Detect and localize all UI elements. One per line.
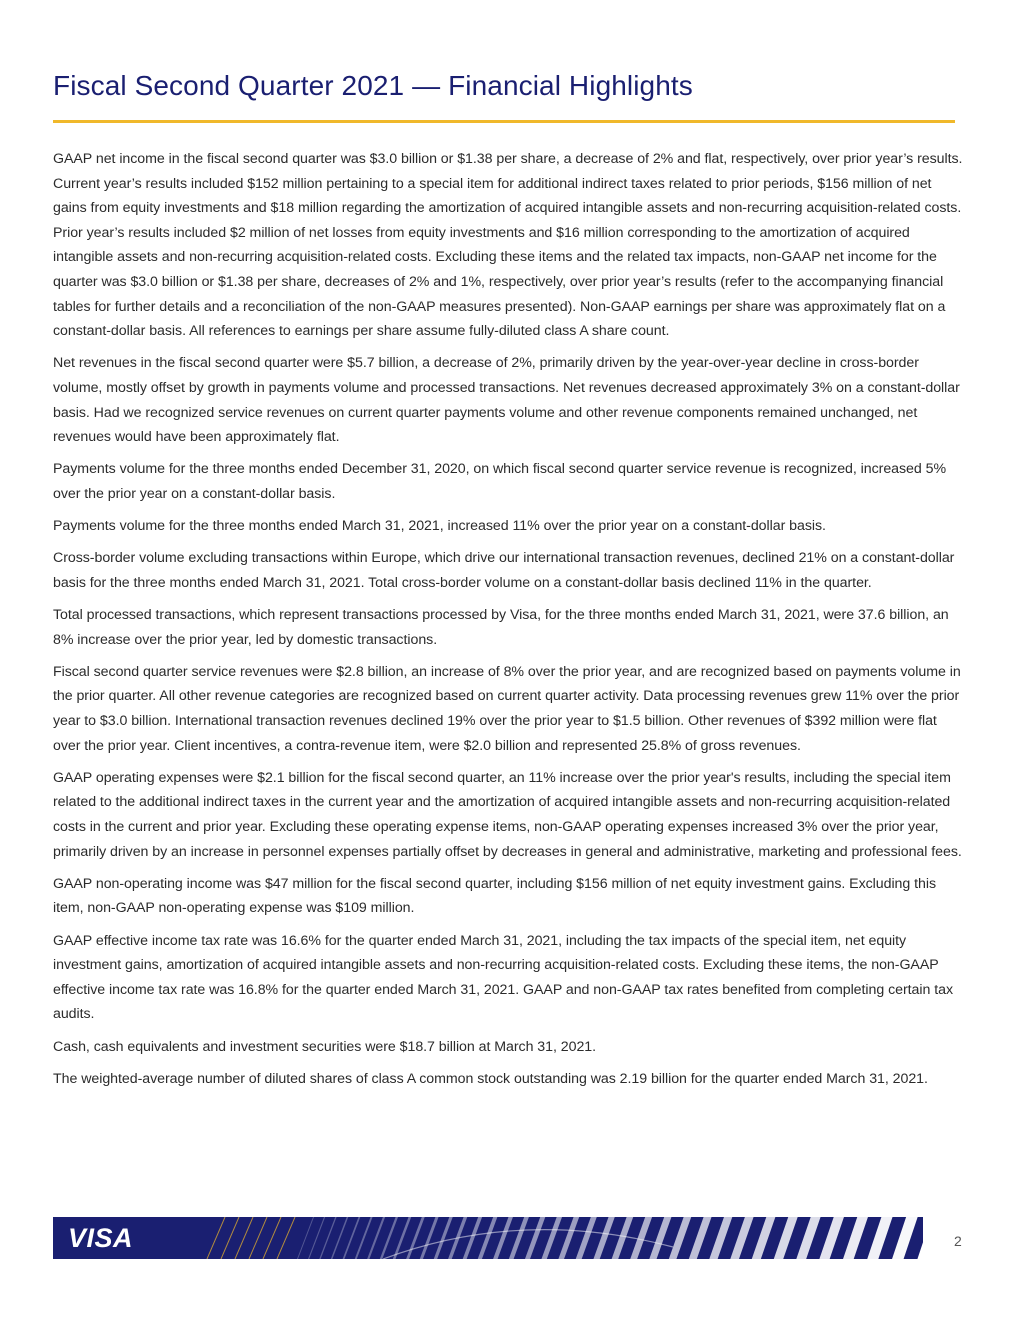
body-text [53,147,963,1099]
paragraph-service-revenues: Fiscal second quarter service revenues were $2.8 billion, an increase of 8% over the prior year, and are recognized based on payments volume in the prior quarter. All other revenue categories are recognized based on current quarter activity. Data processing revenues grew 11% over the prior year to $3.0 billion. International transaction revenues declined 19% over the prior year to $1.5 billion. Other revenues of $392 million were flat over the prior year. Client incentives, a contra-revenue item, were $2.0 billion and represented 25.8% of gross revenues. [53,663,961,754]
paragraph-payments-volume-dec: Payments volume for the three months ended December 31, 2020, on which fiscal second quarter service revenue is recognized, increased 5% over the prior year on a constant-dollar basis. [53,461,947,502]
paragraph-cash: Cash, cash equivalents and investment securities were $18.7 billion at March 31, 2021. [53,1038,597,1055]
page-title: Fiscal Second Quarter 2021 — Financial Highlights [53,70,693,101]
paragraph-net-income: GAAP net income in the fiscal second quarter was $3.0 billion or $1.38 per share, a decrease of 2% and flat, respectively, over prior year’s results. Current year’s results included $152 million pertaining to a special item for additional indirect taxes related to prior periods, $156 million of net gains from equity investments and $18 million regarding the amortization of acquired intangible assets and non-recurring acquisition-related costs. Prior year’s results included $2 million of net losses from equity investments and $16 million corresponding to the amortization of acquired intangible assets and non-recurring acquisition-related costs. Excluding these items and the related tax impacts, non-GAAP net income for the quarter was $3.0 billion or $1.38 per share, decreases of 2% and 1%, respectively, over prior year’s results (refer to the accompanying financial tables for further details and a reconciliation of the non-GAAP measures presented). Non-GAAP earnings per share was approximately flat on a constant-dollar basis. All references to earnings per share assume fully-diluted class A share count. [53,151,963,340]
paragraph-payments-volume-mar: Payments volume for the three months ended March 31, 2021, increased 11% over the prior year on a constant-dollar basis. [53,518,826,535]
footer-brand-band [53,1217,923,1259]
title-underline [53,120,955,123]
paragraph-cross-border: Cross-border volume excluding transactions within Europe, which drive our international transaction revenues, declined 21% on a constant-dollar basis for the three months ended March 31, 2021. Total cross-border volume on a constant-dollar basis declined 11% in the quarter. [53,550,955,591]
paragraph-tax-rate: GAAP effective income tax rate was 16.6% for the quarter ended March 31, 2021, including the tax impacts of the special item, net equity investment gains, amortization of acquired intangible assets and non-recurring acquisition-related costs. Excluding these items, the non-GAAP effective income tax rate was 16.8% for the quarter ended March 31, 2021. GAAP and non-GAAP tax rates benefited from completing certain tax audits. [53,932,953,1023]
visa-logo: VISA [68,1223,134,1253]
footer-band-graphic [53,1217,923,1259]
paragraph-operating-expenses: GAAP operating expenses were $2.1 billion for the fiscal second quarter, an 11% increase over the prior year's results, including the special item related to the additional indirect taxes in the current year and the amortization of acquired intangible assets and non-recurring acquisition-related costs in the current and prior year. Excluding these operating expense items, non-GAAP operating expenses increased 3% over the prior year, primarily driven by an increase in personnel expenses partially offset by decreases in general and administrative, marketing and professional fees. [53,769,962,860]
paragraph-net-revenues: Net revenues in the fiscal second quarter were $5.7 billion, a decrease of 2%, primarily driven by the year-over-year decline in cross-border volume, mostly offset by growth in payments volume and processed transactions. Net revenues decreased approximately 3% on a constant-dollar basis. Had we recognized service revenues on current quarter payments volume and other revenue components remained unchanged, net revenues would have been approximately flat. [53,355,960,446]
paragraph-processed-transactions: Total processed transactions, which represent transactions processed by Visa, for the three months ended March 31, 2021, were 37.6 billion, an 8% increase over the prior year, led by domestic transactions. [53,607,949,648]
paragraph-non-operating-income: GAAP non-operating income was $47 million for the fiscal second quarter, including $156 million of net equity investment gains. Excluding this item, non-GAAP non-operating expense was $109 million. [53,875,937,917]
page-number: 2 [954,1233,962,1249]
paragraph-diluted-shares: The weighted-average number of diluted shares of class A common stock outstanding was 2.19 billion for the quarter ended March 31, 2021. [53,1070,928,1087]
